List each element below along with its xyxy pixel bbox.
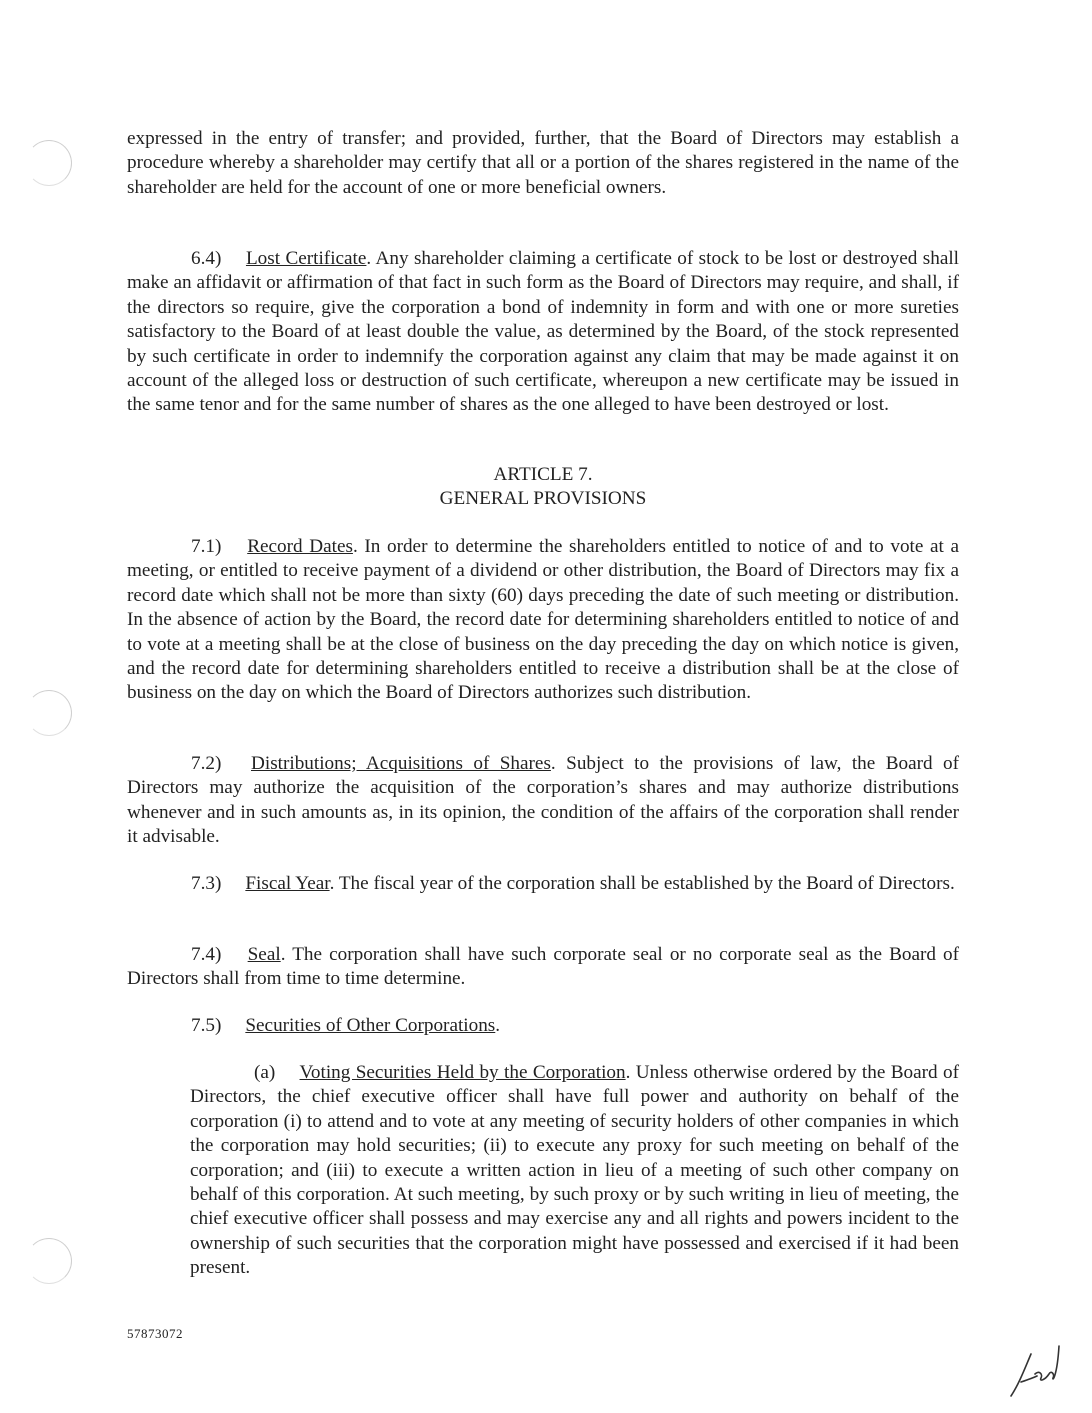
article-subtitle: GENERAL PROVISIONS (439, 488, 647, 510)
section-number: 7.1) (191, 536, 222, 557)
section-body: The corporation shall have such corporate seal or no corporate seal as the Board of Directors shall from time to time determine. (127, 944, 960, 990)
hole-punch-mark (26, 140, 72, 186)
article-title: ARTICLE 7. (493, 464, 593, 485)
section-heading: Securities of Other Corporations (245, 1015, 496, 1036)
section-number: (a) (254, 1062, 276, 1083)
document-id: 57873072 (127, 1326, 183, 1341)
article-heading (127, 463, 959, 512)
section-heading: Seal (247, 944, 281, 965)
hole-punch-mark (26, 1238, 72, 1284)
section-heading: Fiscal Year (245, 873, 330, 894)
paragraph-text: expressed in the entry of transfer; and provided, further, that the Board of Directors may establish a procedure whereby a shareholder may certify that all or a portion of the shares registered in the name of the shareholder are held for the account of one or more beneficial owners. (127, 128, 959, 198)
paragraph-continuation (127, 127, 959, 200)
section-number: 7.3) (191, 873, 222, 894)
section-7-5-a: (a) Voting Securities Held by the Corporation. Unless otherwise ordered by the Board of Directors, the chief executive officer shall have full power and authority on behalf of the corporation (i) to attend and to vote at any meeting of security holders of other companies in which the corporation may hold securities; (ii) to execute any proxy for such meeting on behalf of the corporation; and (iii) to execute a written action in lieu of a meeting of such other company on behalf of this corporation. At such meeting, by such proxy or by such writing in lieu of meeting, the chief executive officer shall possess and may exercise any and all rights and powers incident to the ownership of such securities that the corporation might have possessed and exercised if it had been present. (190, 1062, 960, 1279)
section-number: 7.5) (191, 1015, 222, 1036)
section-body: In order to determine the shareholders entitled to notice of and to vote at a meeting, or entitled to receive payment of a dividend or other distribution, the Board of Directors may fix a record date which shall not be more than sixty (60) days preceding the date of such meeting or distribution. In the absence of action by the Board, the record date for determining shareholders entitled to notice of and to vote at a meeting shall be at the close of business on the day preceding the day on which notice is given, and the record date for determining shareholders entitled to receive a distribution shall be at the close of business on the day on which the Board of Directors authorizes such distribution. (127, 536, 960, 704)
section-7-4: 7.4) Seal. The corporation shall have such corporate seal or no corporate seal as the Board of Directors shall from time to time determine. (127, 944, 960, 990)
hole-punch-mark (26, 690, 72, 736)
section-heading: Record Dates (247, 536, 353, 557)
section-heading: Voting Securities Held by the Corporation (299, 1062, 626, 1083)
section-body: Any shareholder claiming a certificate of stock to be lost or destroyed shall make an affidavit or affirmation of that fact in such form as the Board of Directors may require, and shall, if the directors so require, give the corporation a bond of indemnity in form and with one or more sureties satisfactory to the Board of at least double the value, as determined by the Board, of the stock represented by such certificate in order to indemnify the corporation against any claim that may be made against it on account of the alleged loss or destruction of such certificate, whereupon a new certificate may be issued in the same tenor and for the same number of shares as the one alleged to have been destroyed or lost. (127, 248, 960, 416)
section-7-3: 7.3) Fiscal Year. The fiscal year of the corporation shall be established by the Board of Directors. (191, 873, 955, 894)
section-number: 7.4) (191, 944, 222, 965)
section-7-2: 7.2) Distributions; Acquisitions of Shares. Subject to the provisions of law, the Board of Directors may authorize the acquisition of the corporation’s shares and may authorize distributions whenever and in such amounts as, in its opinion, the condition of the affairs of the corporation shall render it advisable. (127, 753, 960, 848)
section-number: 7.2) (191, 753, 222, 774)
handwritten-initials-icon (1005, 1340, 1065, 1400)
section-6-4: 6.4) Lost Certificate. Any shareholder claiming a certificate of stock to be lost or destroyed shall make an affidavit or affirmation of that fact in such form as the Board of Directors may require, and shall, if the directors so require, give the corporation a bond of indemnity in form and with one or more sureties satisfactory to the Board of at least double the value, as determined by the Board, of the stock represented by such certificate in order to indemnify the corporation against any claim that may be made against it on account of the alleged loss or destruction of such certificate, whereupon a new certificate may be issued in the same tenor and for the same number of shares as the one alleged to have been destroyed or lost. (127, 248, 960, 416)
section-7-5: 7.5) Securities of Other Corporations. (191, 1015, 501, 1036)
section-body: Unless otherwise ordered by the Board of Directors, the chief executive officer shall have full power and authority on behalf of the corporation (i) to attend and to vote at any meeting of security holders of other companies in which the corporation may hold securities; (ii) to execute any proxy for such meeting on behalf of the corporation; and (iii) to execute a written action in lieu of a meeting of such other company on behalf of this corporation. At such meeting, by such proxy or by such writing in lieu of meeting, the chief executive officer shall possess and may exercise any and all rights and powers incident to the ownership of such securities that the corporation might have possessed and exercised if it had been present. (190, 1062, 960, 1279)
section-heading: Distributions; Acquisitions of Shares (251, 753, 551, 774)
section-heading: Lost Certificate (245, 248, 367, 269)
section-number: 6.4) (191, 248, 222, 269)
section-7-1: 7.1) Record Dates. In order to determine the shareholders entitled to notice of and to vote at a meeting, or entitled to receive payment of a dividend or other distribution, the Board of Directors may fix a record date which shall not be more than sixty (60) days preceding the date of such meeting or distribution. In the absence of action by the Board, the record date for determining shareholders entitled to notice of and to vote at a meeting shall be at the close of business on the day preceding the day on which notice is given, and the record date for determining shareholders entitled to receive a distribution shall be at the close of business on the day on which the Board of Directors authorizes such distribution. (127, 536, 960, 704)
section-body: The fiscal year of the corporation shall be established by the Board of Directors. (338, 873, 955, 894)
section-body: Subject to the provisions of law, the Board of Directors may authorize the acquisition of the corporation’s shares and may authorize distributions whenever and in such amounts as, in its opinion, the condition of the affairs of the corporation shall render it advisable. (127, 753, 960, 848)
